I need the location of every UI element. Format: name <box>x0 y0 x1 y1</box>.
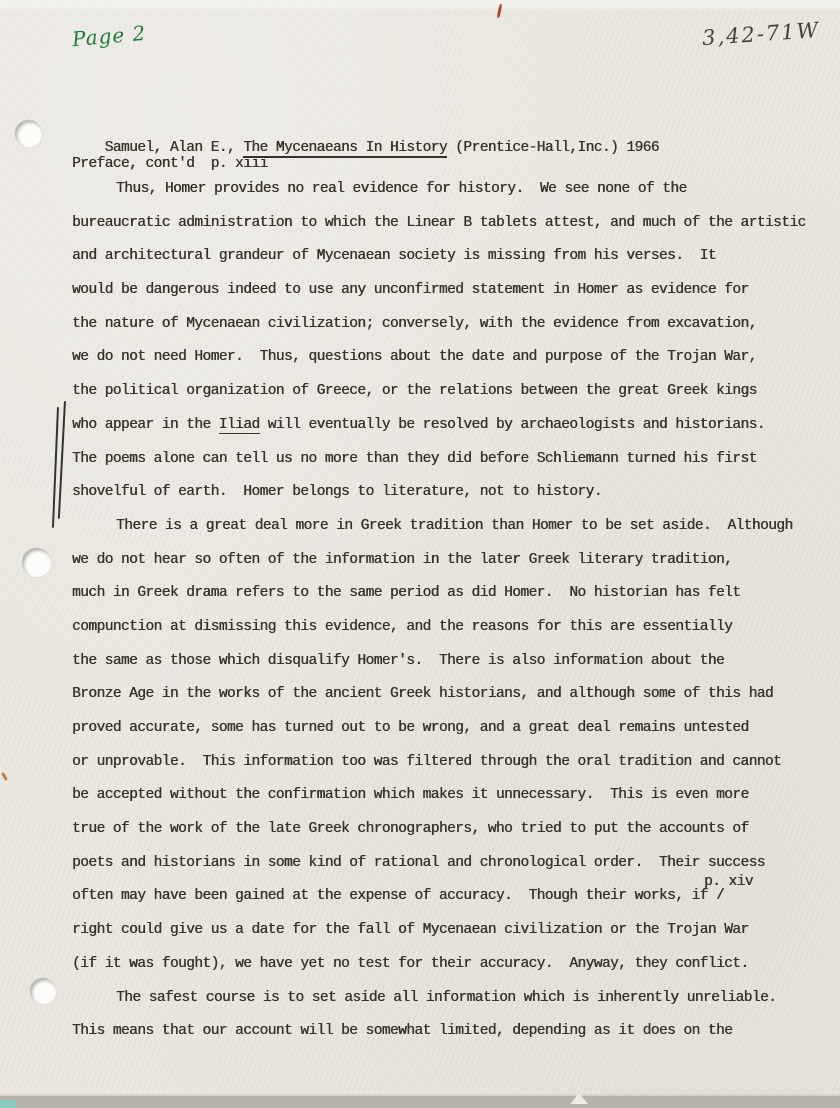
typed-text: right could give us a date for the fall of Mycenaean civilization or the Trojan War <box>72 922 749 939</box>
typed-text: poets and historians in some kind of rational and chronological order. Their success <box>72 854 765 871</box>
typed-text: The safest course is to set aside all information which is inherently unreliable. <box>116 989 777 1006</box>
typed-line <box>72 982 822 1016</box>
typed-text: the same as those which disqualify Homer's. There is also information about the <box>72 652 725 669</box>
typed-line <box>72 874 822 914</box>
typed-line <box>72 173 822 207</box>
typed-text: Thus, Homer provides no real evidence for history. We see none of the <box>116 181 687 197</box>
typed-line <box>72 678 822 712</box>
typed-line <box>72 712 822 746</box>
typed-line <box>72 779 822 813</box>
typed-text: This means that our account will be somewhat limited, depending as it does on the <box>72 1023 733 1040</box>
typed-line <box>72 577 822 611</box>
typed-text: The poems alone can tell us no more than they did before Schliemann turned his first <box>72 450 757 467</box>
page-insertion: p. xiv <box>703 874 753 891</box>
typed-text: we do not need Homer. Thus, questions about the date and purpose of the Trojan War, <box>72 349 757 366</box>
paper-bottom-edge <box>0 1094 840 1108</box>
citation-publisher: (Prentice-Hall,Inc.) 1966 <box>446 140 659 156</box>
typed-text: or unprovable. This information too was filtered through the oral tradition and cannot <box>72 753 782 770</box>
body-lines <box>72 173 822 1049</box>
typed-line <box>72 375 822 409</box>
hole-punch-top <box>15 120 42 147</box>
typed-line <box>72 207 822 241</box>
typed-text: Bronze Age in the works of the ancient Greek historians, and although some of this had <box>72 686 774 703</box>
orange-fiber-mark <box>1 772 8 781</box>
typed-line <box>72 409 822 443</box>
typed-text: / p. xiv <box>716 880 724 914</box>
citation-line <box>72 100 659 156</box>
typed-line <box>72 443 822 477</box>
typed-line <box>72 813 822 847</box>
typed-text: There is a great deal more in Greek tradition than Homer to be set aside. Although <box>116 517 793 534</box>
section-heading: Preface, cont'd p. xiii <box>72 156 268 172</box>
typed-text: often may have been gained at the expense of accuracy. Though their works, if <box>72 888 716 905</box>
typed-text: proved accurate, some has turned out to be wrong, and a great deal remains untested <box>72 720 749 736</box>
hole-punch-bottom <box>30 978 56 1004</box>
citation-author: Samuel, Alan E., <box>104 140 244 156</box>
typed-text: the nature of Mycenaean civilization; conversely, with the evidence from excavation, <box>72 315 757 332</box>
typed-line <box>72 308 822 342</box>
typed-text: shovelful of earth. Homer belongs to literature, not to history. <box>72 484 602 501</box>
typed-line <box>72 476 822 510</box>
typed-text: and architectural grandeur of Mycenaean society is missing from his verses. It <box>72 248 716 265</box>
typed-line <box>72 1015 822 1049</box>
typed-line <box>72 611 822 645</box>
underlined-text: Iliad <box>218 416 260 433</box>
typed-text: much in Greek drama refers to the same period as did Homer. No historian has felt <box>72 585 741 602</box>
typed-line <box>72 645 822 679</box>
margin-mark-line <box>58 401 66 519</box>
typed-text: will eventually be resolved by archaeologists and historians. <box>259 416 765 433</box>
typed-text: (if it was fought), we have yet no test for their accuracy. Anyway, they conflict. <box>72 955 749 972</box>
typed-line <box>72 746 822 780</box>
typed-line <box>72 341 822 375</box>
typed-line <box>72 240 822 274</box>
handwritten-page-label: Page 2 <box>71 20 148 52</box>
teal-corner-sliver <box>0 1100 16 1108</box>
typed-line <box>72 948 822 982</box>
bottom-edge-notch <box>570 1093 588 1104</box>
typed-line <box>72 510 822 544</box>
typed-text: bureaucratic administration to which the Linear B tablets attest, and much of the artistic <box>72 214 806 231</box>
hole-punch-middle <box>22 548 51 577</box>
citation-title: The Mycenaeans In History <box>243 140 447 156</box>
typed-text: true of the work of the late Greek chronographers, who tried to put the accounts of <box>72 821 749 838</box>
typed-text: be accepted without the confirmation which makes it unnecessary. This is even more <box>72 787 749 804</box>
typed-text: compunction at dismissing this evidence, and the reasons for this are essentially <box>72 618 733 635</box>
typed-text: would be dangerous indeed to use any unconfirmed statement in Homer as evidence for <box>72 282 749 299</box>
typed-text: we do not hear so often of the information in the later Greek literary tradition, <box>72 551 733 568</box>
handwritten-code: 3,42-71W <box>701 17 821 51</box>
typed-line <box>72 544 822 578</box>
paper-top-edge <box>0 0 840 11</box>
typed-text: who appear in the <box>72 416 219 433</box>
typed-line <box>72 914 822 948</box>
typed-text: the political organization of Greece, or the relations between the great Greek kings <box>72 383 757 400</box>
typed-line <box>72 274 822 308</box>
